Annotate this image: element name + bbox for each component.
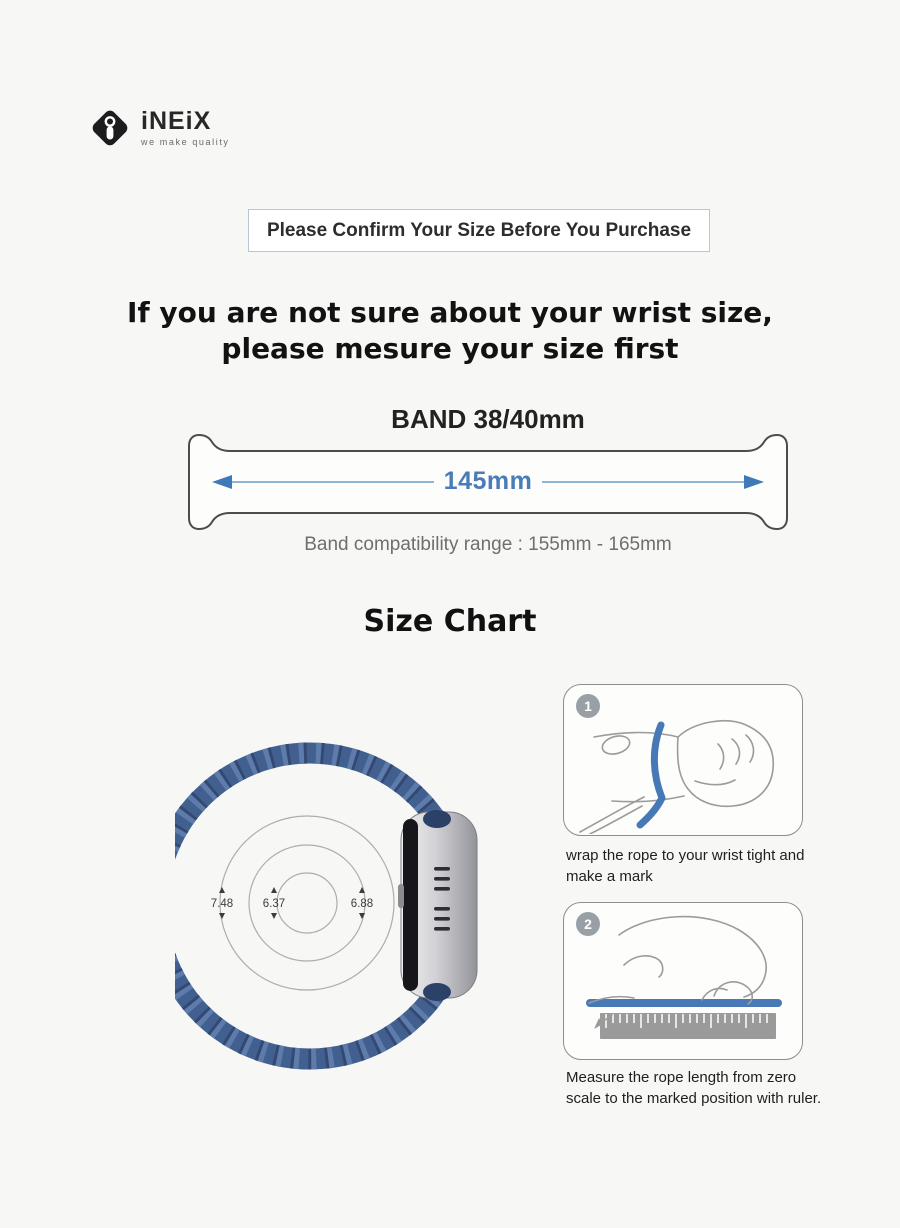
confirm-size-banner	[248, 209, 710, 252]
solo-loop-watch-illustration	[175, 724, 523, 1078]
main-heading-line1: If you are not sure about your wrist size,	[127, 296, 773, 329]
ring-label-outer: 7.48	[210, 898, 234, 910]
step-1-caption: wrap the rope to your wrist tight and make a mark	[566, 847, 805, 885]
ring-label-inner: 6.37	[262, 898, 286, 910]
band-length-diagram	[186, 432, 790, 532]
step-1-badge: 1	[576, 694, 600, 718]
ruler	[600, 1013, 776, 1039]
rope-attachment-bottom	[423, 983, 451, 1001]
band-compatibility-range: Band compatibility range : 155mm - 165mm	[304, 534, 672, 555]
step-2-caption: Measure the rope length from zero scale to the marked position with ruler.	[566, 1069, 822, 1107]
main-heading	[0, 295, 900, 368]
confirm-size-banner-text: Please Confirm Your Size Before You Purchase	[266, 219, 692, 241]
step-1-box	[563, 684, 803, 836]
rope-on-wrist	[640, 725, 662, 825]
brand-name: iNEiX	[141, 107, 212, 135]
rope-attachment-top	[423, 810, 451, 828]
size-chart-title: Size Chart	[363, 604, 537, 639]
brand-tagline: we make quality	[141, 137, 230, 147]
step-2-box	[563, 902, 803, 1060]
main-heading-line2: please mesure your size first	[221, 332, 679, 366]
brand-logo	[88, 106, 230, 150]
ring-size-labels	[211, 887, 373, 919]
watch-screen-edge	[403, 819, 418, 991]
step-2-badge: 2	[576, 912, 600, 936]
band-size-title: BAND 38/40mm	[391, 404, 585, 434]
watch-side-view	[398, 810, 477, 1001]
watch-side-button	[398, 884, 404, 908]
band-length-value: 145mm	[443, 467, 533, 495]
brand-logo-icon	[88, 106, 132, 150]
ring-label-middle: 6.88	[350, 898, 374, 910]
